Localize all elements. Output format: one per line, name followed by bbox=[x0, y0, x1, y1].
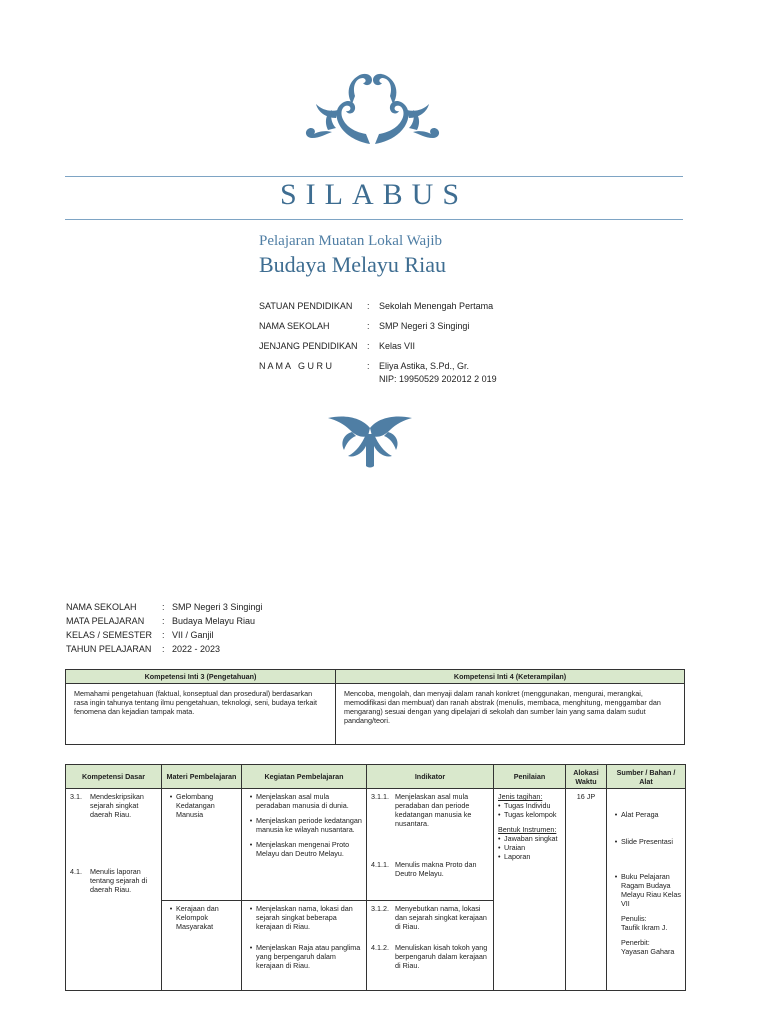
kegiatan-item: • Menjelaskan asal mula peradaban manusia di dunia. bbox=[249, 792, 349, 810]
table-row bbox=[66, 789, 686, 901]
top-rule bbox=[65, 176, 683, 177]
cover-info-value: SMP Negeri 3 Singingi bbox=[379, 321, 470, 331]
kegiatan-item: • Menjelaskan periode kedatangan manusia ke wilayah nusantara. bbox=[249, 816, 362, 834]
kd-text: Menulis laporan tentang sejarah di daerah Riau. bbox=[90, 867, 148, 894]
meta-value: Budaya Melayu Riau bbox=[172, 616, 256, 626]
sumber-item: • Slide Presentasi bbox=[614, 837, 673, 846]
alokasi-cell: 16 JP bbox=[566, 789, 607, 991]
cover-info-label: N A M A G U R U bbox=[259, 361, 333, 371]
ki3-header: Kompetensi Inti 3 (Pengetahuan) bbox=[66, 670, 336, 684]
cover-info-row bbox=[259, 360, 579, 373]
sumber-item: • Buku Pelajaran Ragam Budaya Melayu Riau Kelas VII bbox=[614, 872, 681, 908]
subtitle-line-2: Budaya Melayu Riau bbox=[259, 252, 446, 277]
column-header-sumber: Sumber / Bahan / Alat bbox=[607, 765, 686, 789]
kd-cell bbox=[66, 789, 162, 991]
column-header-alokasi: Alokasi Waktu bbox=[566, 765, 607, 789]
indikator-item: 4.1.2. Menuliskan kisah tokoh yang berpengaruh dalam kerajaan di Riau. bbox=[371, 943, 488, 970]
bentuk-instrumen-item: • Uraian bbox=[498, 843, 526, 852]
subtitle-line-1: Pelajaran Muatan Lokal Wajib bbox=[259, 233, 443, 249]
meta-value: 2022 - 2023 bbox=[172, 644, 221, 654]
cover-info bbox=[259, 300, 579, 393]
sumber-cell bbox=[607, 789, 686, 991]
bentuk-instrumen-label: Bentuk Instrumen: bbox=[498, 825, 557, 834]
cover-info-value: Eliya Astika, S.Pd., Gr. bbox=[379, 361, 470, 371]
kegiatan-item: • Menjelaskan Raja atau panglima yang berpengaruh dalam kerajaan di Riau. bbox=[249, 943, 361, 970]
cover-info-label: SATUAN PENDIDIKAN bbox=[259, 301, 353, 311]
ki4-header: Kompetensi Inti 4 (Keterampilan) bbox=[336, 670, 685, 684]
meta-row bbox=[66, 601, 262, 615]
page-title: SILABUS bbox=[279, 178, 469, 211]
indikator-item: 4.1.1. Menulis makna Proto dan Deutro Melayu. bbox=[371, 860, 477, 878]
ki4-text: Mencoba, mengolah, dan menyaji dalam ranah konkret (menggunakan, mengurai, merangkai, memodifikasi dan membuat) dan ranah abstrak (menulis, membaca, menghitung, menggambar dan mengarang) sesuai dengan yang dipelajari di sekolah dan sumber lain yang sama dalam sudut pandang/teori. bbox=[336, 684, 685, 745]
indikator-cell bbox=[367, 789, 494, 901]
kegiatan-item: • Menjelaskan nama, lokasi dan sejarah singkat beberapa kerajaan di Riau. bbox=[249, 904, 353, 931]
jenis-tagihan-label: Jenis tagihan: bbox=[498, 792, 543, 801]
table-header-row bbox=[66, 765, 686, 789]
indikator-cell bbox=[367, 901, 494, 991]
jenis-tagihan-item: • Tugas Individu bbox=[498, 801, 551, 810]
penilaian-cell bbox=[494, 789, 566, 991]
meta-value: SMP Negeri 3 Singingi bbox=[172, 602, 263, 612]
kompetensi-inti-table bbox=[65, 669, 685, 745]
sumber-item: • Alat Peraga bbox=[614, 810, 659, 819]
penulis-label: Penulis: bbox=[621, 914, 647, 923]
meta-separator: : bbox=[162, 616, 165, 626]
penulis-value: Taufik Ikram J. bbox=[621, 923, 668, 932]
kegiatan-item: • Menjelaskan mengenai Proto Melayu dan Deutro Melayu. bbox=[249, 840, 350, 858]
materi-cell bbox=[162, 789, 242, 901]
penerbit-label: Penerbit: bbox=[621, 938, 650, 947]
meta-separator: : bbox=[162, 630, 165, 640]
table-row bbox=[66, 684, 685, 745]
cover-info-row bbox=[259, 373, 579, 393]
meta-label: KELAS / SEMESTER bbox=[66, 630, 153, 640]
jenis-tagihan-item: • Tugas kelompok bbox=[498, 810, 557, 819]
meta-value: VII / Ganjil bbox=[172, 630, 214, 640]
scroll-ornament-icon bbox=[300, 68, 445, 152]
title-rule bbox=[65, 219, 683, 220]
meta-separator: : bbox=[162, 644, 165, 654]
kd-text: Mendeskripsikan sejarah singkat daerah Riau. bbox=[90, 792, 144, 819]
indikator-item: 3.1.2. Menyebutkan nama, lokasi dan sejarah singkat kerajaan di Riau. bbox=[371, 904, 487, 931]
materi-item: • Gelombang Kedatangan Manusia bbox=[169, 792, 215, 819]
cover-info-label: NAMA SEKOLAH bbox=[259, 321, 330, 331]
bentuk-instrumen-item: • Laporan bbox=[498, 852, 531, 861]
column-header-materi: Materi Pembelajaran bbox=[162, 765, 242, 789]
table-header-row bbox=[66, 670, 685, 684]
cover-info-row bbox=[259, 340, 579, 360]
fleur-ornament-icon bbox=[322, 410, 418, 470]
cover-info-label: JENJANG PENDIDIKAN bbox=[259, 341, 358, 351]
syllabus-table bbox=[65, 764, 686, 991]
teacher-nip: NIP: 19950529 202012 2 019 bbox=[379, 374, 497, 384]
cover-info-separator: : bbox=[367, 341, 370, 351]
kd-item bbox=[70, 867, 157, 894]
cover-info-value: Sekolah Menengah Pertama bbox=[379, 301, 494, 311]
kd-item bbox=[70, 792, 157, 819]
cover-info-separator: : bbox=[367, 321, 370, 331]
meta-row bbox=[66, 615, 262, 629]
column-header-kompetensi-dasar: Kompetensi Dasar bbox=[66, 765, 162, 789]
kegiatan-cell bbox=[242, 901, 367, 991]
penerbit-value: Yayasan Gahara bbox=[621, 947, 675, 956]
meta-row bbox=[66, 629, 262, 643]
kegiatan-cell bbox=[242, 789, 367, 901]
cover-info-row bbox=[259, 320, 579, 340]
meta-label: NAMA SEKOLAH bbox=[66, 602, 137, 612]
kd-number: 3.1. bbox=[70, 792, 82, 801]
cover-info-value: Kelas VII bbox=[379, 341, 416, 351]
ki3-text: Memahami pengetahuan (faktual, konseptual dan prosedural) berdasarkan rasa ingin tahunya tentang ilmu pengetahuan, teknologi, seni, budaya terkait fenomena dan kejadian tampak mata. bbox=[66, 684, 336, 745]
document-meta bbox=[66, 601, 262, 657]
indikator-item: 3.1.1. Menjelaskan asal mula peradaban dan periode kedatangan manusia ke nusantara. bbox=[371, 792, 472, 828]
column-header-penilaian: Penilaian bbox=[494, 765, 566, 789]
column-header-indikator: Indikator bbox=[367, 765, 494, 789]
materi-item: • Kerajaan dan Kelompok Masyarakat bbox=[169, 904, 219, 931]
meta-separator: : bbox=[162, 602, 165, 612]
bentuk-instrumen-item: • Jawaban singkat bbox=[498, 834, 558, 843]
materi-cell bbox=[162, 901, 242, 991]
meta-label: TAHUN PELAJARAN bbox=[66, 644, 152, 654]
cover-info-separator: : bbox=[367, 301, 370, 311]
column-header-kegiatan: Kegiatan Pembelajaran bbox=[242, 765, 367, 789]
meta-label: MATA PELAJARAN bbox=[66, 616, 145, 626]
cover-info-row bbox=[259, 300, 579, 320]
kd-number: 4.1. bbox=[70, 867, 82, 876]
cover-info-separator: : bbox=[367, 361, 370, 371]
meta-row bbox=[66, 643, 262, 657]
